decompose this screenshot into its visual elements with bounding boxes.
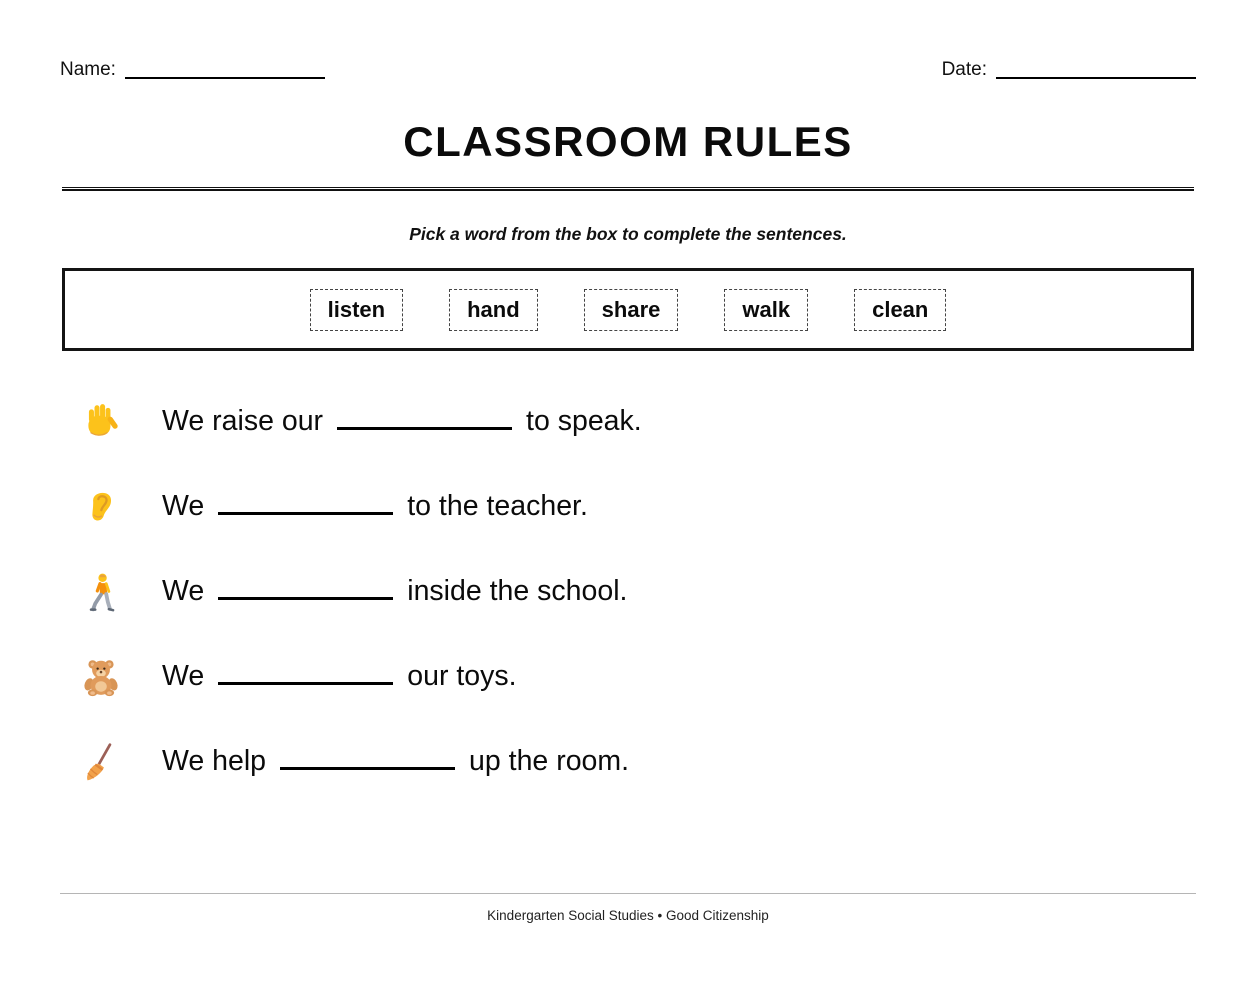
sentence-before: We help <box>162 745 267 777</box>
sentence-row <box>80 483 1256 530</box>
sentence-text <box>162 745 629 778</box>
header <box>60 60 1196 81</box>
worksheet-page <box>0 60 1256 983</box>
answer-blank[interactable] <box>280 746 455 770</box>
sentence-before: We raise our <box>162 405 324 437</box>
answer-blank[interactable] <box>218 576 393 600</box>
name-input-line[interactable] <box>125 77 325 79</box>
word-chip-listen[interactable]: listen <box>310 289 403 331</box>
name-label: Name: <box>60 59 116 80</box>
date-field <box>942 60 1196 81</box>
sentence-row <box>80 738 1256 785</box>
date-label: Date: <box>941 59 987 80</box>
sentence-row <box>80 398 1256 445</box>
person-walking-icon <box>80 570 122 614</box>
sentence-after: up the room. <box>469 745 630 777</box>
page-title: CLASSROOM RULES <box>403 118 853 165</box>
sentence-row <box>80 568 1256 615</box>
sentence-after: to speak. <box>526 405 642 437</box>
raised-hand-icon <box>80 400 122 444</box>
broom-icon <box>80 740 122 784</box>
sentence-text <box>162 490 588 523</box>
sentence-text <box>162 405 642 438</box>
instruction-text: Pick a word from the box to complete the sentences. <box>409 224 847 244</box>
sentence-before: We <box>162 490 205 522</box>
sentence-text <box>162 575 627 608</box>
word-bank-box <box>62 268 1194 351</box>
word-chip-hand[interactable]: hand <box>449 289 538 331</box>
word-chip-walk[interactable]: walk <box>724 289 808 331</box>
sentence-before: We <box>162 660 205 692</box>
answer-blank[interactable] <box>337 406 512 430</box>
word-chip-clean[interactable]: clean <box>854 289 946 331</box>
teddy-bear-icon <box>80 655 122 699</box>
footer-text: Kindergarten Social Studies • Good Citizenship <box>487 908 769 923</box>
sentence-after: inside the school. <box>407 575 628 607</box>
sentence-list <box>80 398 1256 785</box>
title-divider <box>62 187 1194 191</box>
sentence-after: our toys. <box>407 660 517 692</box>
answer-blank[interactable] <box>218 491 393 515</box>
word-chip-share[interactable]: share <box>584 289 679 331</box>
ear-icon <box>80 485 122 529</box>
date-input-line[interactable] <box>996 77 1196 79</box>
answer-blank[interactable] <box>218 661 393 685</box>
sentence-row <box>80 653 1256 700</box>
sentence-after: to the teacher. <box>407 490 588 522</box>
sentence-text <box>162 660 517 693</box>
name-field <box>60 60 325 81</box>
footer-divider <box>60 893 1196 894</box>
sentence-before: We <box>162 575 205 607</box>
